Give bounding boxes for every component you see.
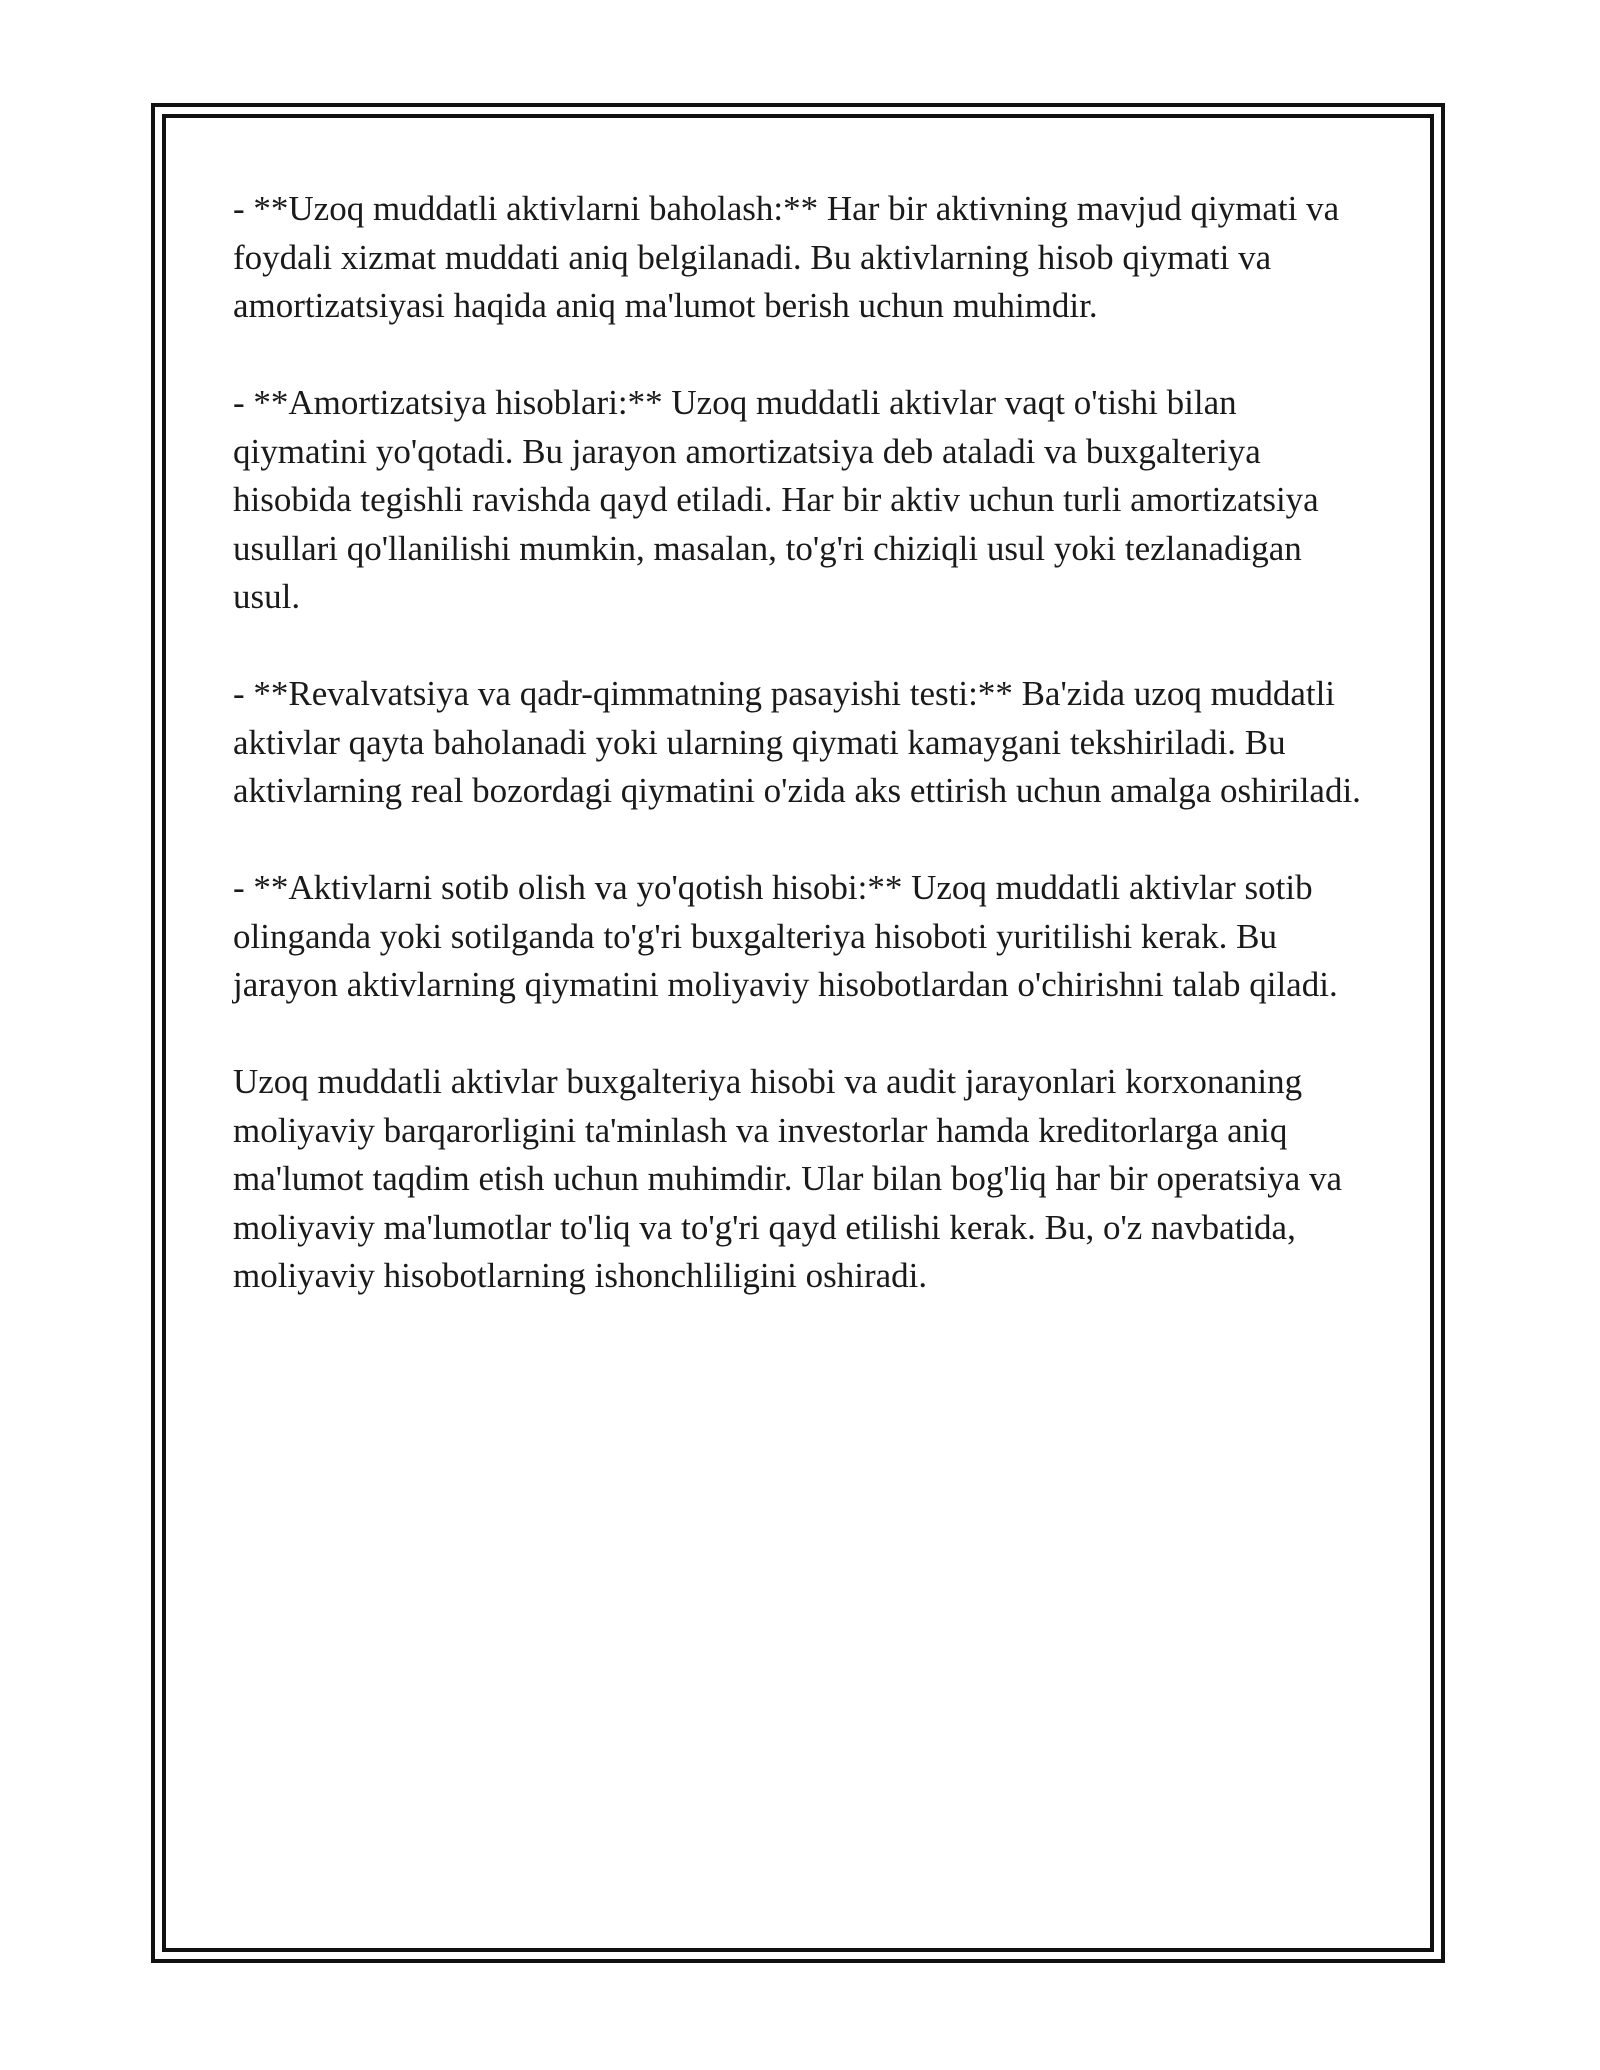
paragraph-asset-acquisition-disposal: - **Aktivlarni sotib olish va yo'qotish hisobi:** Uzoq muddatli aktivlar sotib olinganda yoki sotilganda to'g'ri buxgalteriya hisoboti yuritilishi kerak. Bu jarayon aktivlarning qiymatini moliyaviy hisobotlardan o'chirishni talab qiladi. bbox=[233, 868, 1338, 1004]
paragraph-conclusion: Uzoq muddatli aktivlar buxgalteriya hisobi va audit jarayonlari korxonaning moliyaviy barqarorligini ta'minlash va investorlar hamda kreditorlarga aniq ma'lumot taqdim etish uchun muhimdir. Ular bilan bog'liq har bir operatsiya va moliyaviy ma'lumotlar to'liq va to'g'ri qayd etilishi kerak. Bu, o'z navbatida, moliyaviy hisobotlarning ishonchliligini oshiradi. bbox=[233, 1062, 1343, 1295]
document-body bbox=[233, 185, 1373, 1349]
paragraph-long-term-asset-valuation: - **Uzoq muddatli aktivlarni baholash:** Har bir aktivning mavjud qiymati va foydali xizmat muddati aniq belgilanadi. Bu aktivlarning hisob qiymati va amortizatsiyasi haqida aniq ma'lumot berish uchun muhimdir. bbox=[233, 189, 1340, 325]
paragraph-revaluation-impairment-test: - **Revalvatsiya va qadr-qimmatning pasayishi testi:** Ba'zida uzoq muddatli aktivlar qayta baholanadi yoki ularning qiymati kamaygani tekshiriladi. Bu aktivlarning real bozordagi qiymatini o'zida aks ettirish uchun amalga oshiriladi. bbox=[233, 674, 1361, 810]
paragraph-depreciation-accounts: - **Amortizatsiya hisoblari:** Uzoq muddatli aktivlar vaqt o'tishi bilan qiymatini yo'qotadi. Bu jarayon amortizatsiya deb ataladi va buxgalteriya hisobida tegishli ravishda qayd etiladi. Har bir aktiv uchun turli amortizatsiya usullari qo'llanilishi mumkin, masalan, to'g'ri chiziqli usul yoki tezlanadigan usul. bbox=[233, 383, 1319, 616]
